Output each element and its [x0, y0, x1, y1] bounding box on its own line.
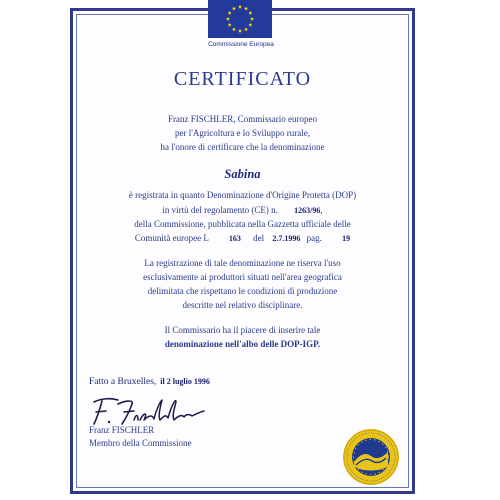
intro-line-2: per l'Agricoltura e lo Sviluppo rurale,	[174, 128, 311, 138]
registration-line-1: è registrata in quanto Denominazione d'Origine Protetta (DOP)	[128, 190, 357, 200]
eu-star-icon	[244, 6, 248, 10]
institution-name: Commissione Europea	[208, 41, 274, 48]
oj-page-number: 19	[342, 234, 351, 243]
signing-date: il 2 luglio 1996	[160, 377, 210, 386]
intro-line-3: ha l'onore di certificare che la denominazione	[160, 142, 325, 152]
oj-prefix: Comunità europee L	[134, 233, 209, 243]
eu-star-icon	[228, 11, 232, 15]
dop-seal-icon	[342, 428, 400, 486]
eu-star-icon	[248, 23, 252, 27]
reservation-line-2: esclusivamente ai produttori situati nell'area geografica	[143, 272, 342, 282]
eu-star-icon	[228, 23, 232, 27]
oj-del-label: del	[253, 233, 265, 243]
handwritten-signature	[88, 392, 208, 428]
eu-star-icon	[238, 5, 242, 9]
signer-name: Franz FISCHLER	[89, 425, 155, 435]
eu-star-icon	[226, 17, 230, 21]
closing-line-1: Il Commissario ha il piacere di inserire tale	[164, 325, 321, 335]
eu-star-icon	[238, 29, 242, 33]
oj-number: 163	[228, 234, 241, 243]
certificate-title: CERTIFICATO	[173, 68, 312, 90]
eu-star-icon	[232, 27, 236, 31]
intro-line-1: Franz FISCHLER, Commissario europeo	[168, 114, 317, 124]
regulation-suffix: ,	[320, 205, 323, 215]
signer-role: Membro della Commissione	[89, 438, 192, 448]
regulation-prefix: in virtù del regolamento (CE) n.	[162, 205, 278, 215]
place-and-date	[89, 377, 210, 387]
oj-page-label: pag.	[306, 233, 322, 243]
registration-line-2	[72, 205, 413, 215]
reservation-line-4: descritte nel relativo disciplinare.	[182, 300, 303, 310]
regulation-number: 1263/96	[294, 206, 321, 215]
denomination-name: Sabina	[224, 167, 261, 181]
eu-star-icon	[248, 11, 252, 15]
closing-line-2: denominazione nell'albo delle DOP-IGP.	[164, 339, 321, 349]
reservation-line-1: La registrazione di tale denominazione ne riserva l'uso	[144, 258, 341, 268]
reservation-line-3: delimitata che rispettano le condizioni di produzione	[147, 286, 338, 296]
eu-star-icon	[232, 6, 236, 10]
eu-star-icon	[250, 17, 254, 21]
oj-date: 2.7.1996	[272, 234, 301, 243]
registration-line-3: della Commissione, pubblicata nella Gazzetta ufficiale delle	[134, 219, 351, 229]
place-label: Fatto a Bruxelles,	[89, 377, 157, 387]
eu-flag-icon	[208, 0, 272, 38]
registration-line-4	[72, 233, 413, 243]
eu-star-icon	[244, 27, 248, 31]
